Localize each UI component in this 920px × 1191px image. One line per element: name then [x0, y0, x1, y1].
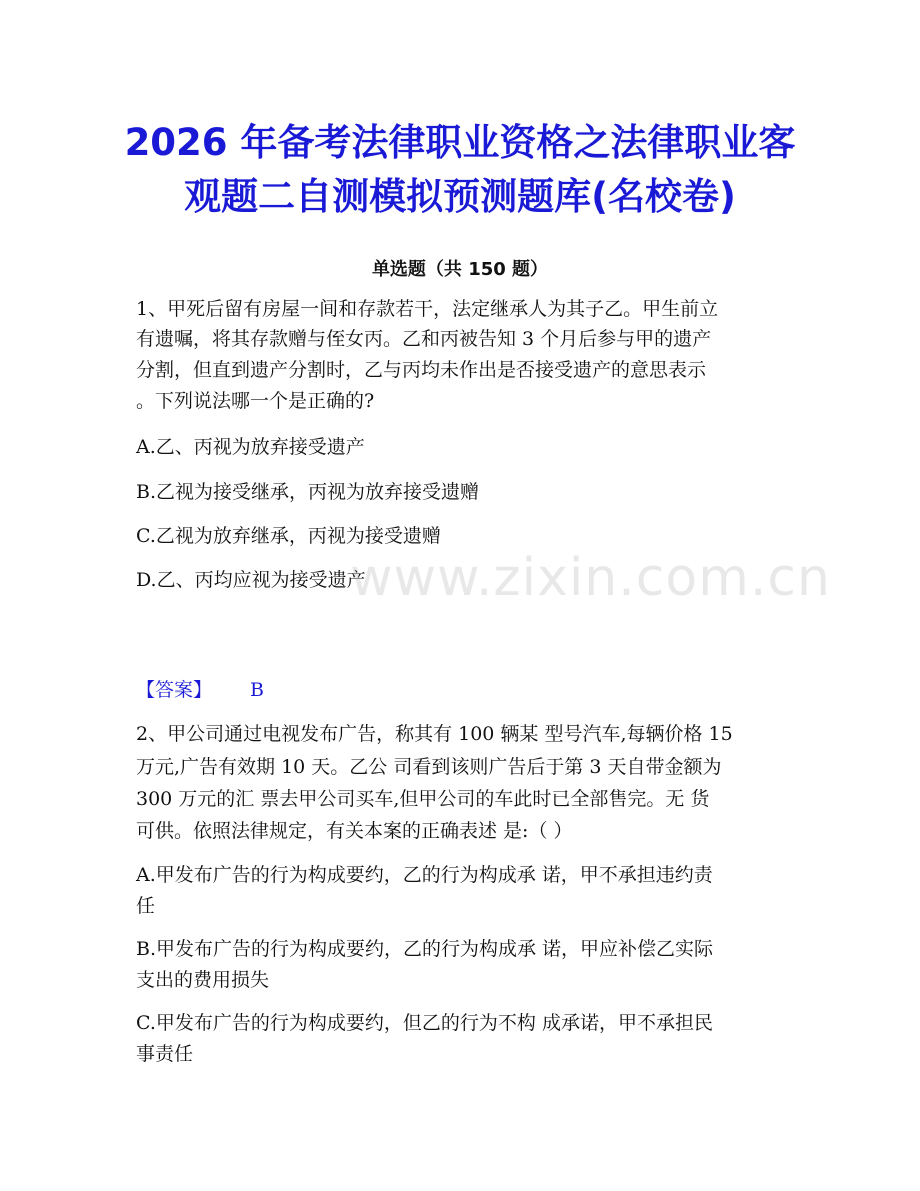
q2-option-b-line-2: 支出的费用损失: [136, 969, 270, 991]
q2-option-c-line-2: 事责任: [136, 1043, 194, 1065]
q2-option-b-line-1: B.甲发布广告的行为构成要约，乙的行为构成承 诺，甲应补偿乙实际: [136, 938, 714, 960]
q1-stem-line-3: 分割，但直到遗产分割时，乙与丙均未作出是否接受遗产的意思表示: [136, 359, 707, 381]
q1-stem-line-4: 。下列说法哪一个是正确的?: [136, 390, 375, 412]
q2-option-c-line-1: C.甲发布广告的行为构成要约，但乙的行为不构 成承诺，甲不承担民: [136, 1012, 713, 1034]
q2-option-a-line-2: 任: [136, 895, 156, 917]
q2-stem-line-2: 万元,广告有效期 10 天。乙公 司看到该则广告后于第 3 天自带金额为: [136, 756, 722, 778]
q1-option-b: B.乙视为接受继承，丙视为放弃接受遗赠: [136, 481, 480, 503]
section-heading: 单选题（共 150 题）: [371, 259, 549, 280]
watermark: www.zixin.com.cn: [350, 548, 831, 608]
answer-label: 【答案】: [136, 679, 213, 701]
q2-stem-line-3: 300 万元的汇 票去甲公司买车,但甲公司的车此时已全部售完。无 货: [136, 788, 710, 810]
q2-stem-line-4: 可供。依照法律规定，有关本案的正确表述 是:（ ）: [136, 820, 573, 842]
document-title-line-2: 观题二自测模拟预测题库(名校卷): [184, 175, 736, 218]
q1-stem-line-1: 1、甲死后留有房屋一间和存款若干，法定继承人为其子乙。甲生前立: [136, 298, 719, 320]
document-title-line-1: 2026 年备考法律职业资格之法律职业客: [124, 121, 796, 164]
q1-option-c: C.乙视为放弃继承，丙视为接受遗赠: [136, 525, 441, 547]
q1-stem-line-2: 有遗嘱，将其存款赠与侄女丙。乙和丙被告知 3 个月后参与甲的遗产: [136, 328, 712, 350]
q2-option-a-line-1: A.甲发布广告的行为构成要约，乙的行为构成承 诺，甲不承担违约责: [136, 864, 713, 886]
q1-option-d: D.乙、丙均应视为接受遗产: [136, 569, 366, 591]
q1-answer: [136, 681, 264, 700]
answer-value: B: [250, 679, 264, 701]
q1-option-a: A.乙、丙视为放弃接受遗产: [136, 436, 365, 458]
q2-stem-line-1: 2、甲公司通过电视发布广告，称其有 100 辆某 型号汽车,每辆价格 15: [136, 723, 733, 745]
